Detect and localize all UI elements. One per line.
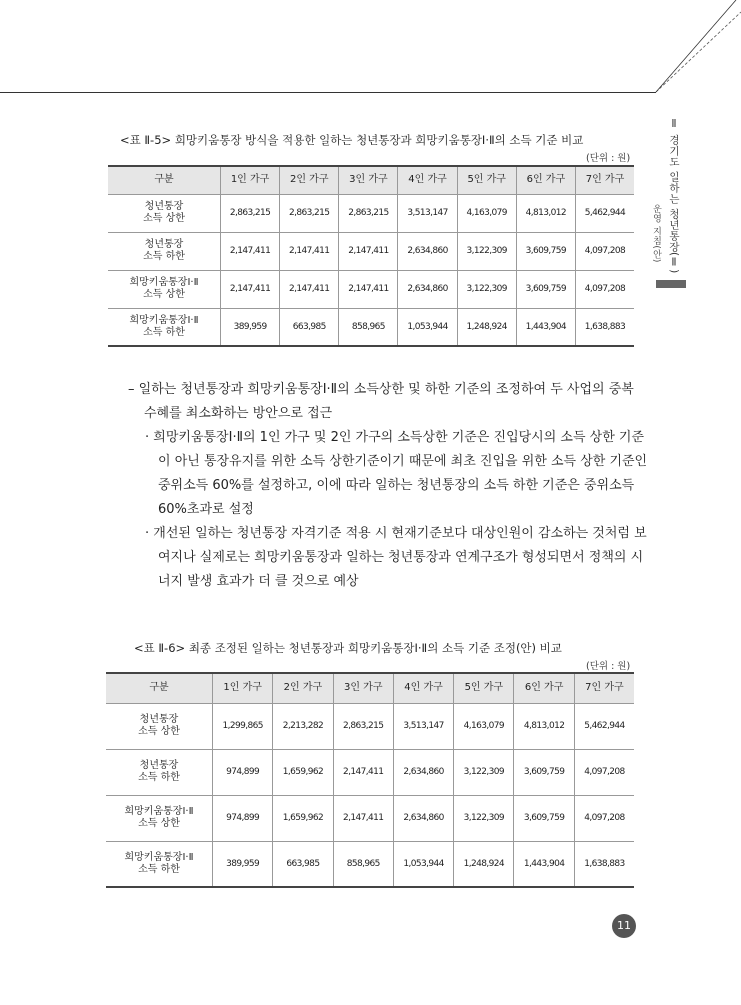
value-cell: 2,147,411: [339, 232, 398, 270]
value-cell: 2,863,215: [280, 194, 339, 232]
value-cell: 1,659,962: [273, 795, 333, 841]
value-cell: 5,462,944: [575, 194, 634, 232]
table1: [108, 165, 634, 347]
value-cell: 3,122,309: [457, 270, 516, 308]
table1-header-cell: 3인 가구: [339, 166, 398, 194]
table2-unit: (단위 : 원): [586, 661, 631, 672]
value-cell: 2,147,411: [339, 270, 398, 308]
table2-header-cell: 구분: [106, 673, 213, 703]
side-label-main: Ⅱ 경기도 일하는 청년통장(Ⅱ): [668, 118, 680, 274]
row-label-line2: 소득 상한: [138, 726, 180, 737]
value-cell: 2,147,411: [221, 270, 280, 308]
value-cell: 2,213,282: [273, 703, 333, 749]
value-cell: 3,122,309: [457, 232, 516, 270]
value-cell: 2,147,411: [280, 270, 339, 308]
table1-header-cell: 7인 가구: [575, 166, 634, 194]
value-cell: 1,053,944: [398, 308, 457, 346]
row-label-line1: 청년통장: [139, 714, 179, 725]
body-text: [128, 378, 648, 594]
table2-header-cell: 4인 가구: [393, 673, 453, 703]
value-cell: 663,985: [273, 841, 333, 887]
table1-header-cell: 5인 가구: [457, 166, 516, 194]
row-label: [106, 795, 213, 841]
bullet-dot-paragraph: · 희망키움통장Ⅰ·Ⅱ의 1인 가구 및 2인 가구의 소득상한 기준은 진입당시의 소득 상한 기준이 아닌 통장유지를 위한 소득 상한기준이기 때문에 최초 진입을 위한 소득 상한 기준인 중위소득 60%를 설정하고, 이에 따라 일하는 청년통장의 소득 하한 기준은 중위소득 60%초과로 설정: [145, 430, 648, 517]
value-cell: 1,299,865: [213, 703, 273, 749]
header-rule: [0, 92, 656, 93]
row-label-line2: 소득 상한: [138, 818, 180, 829]
table1-unit: (단위 : 원): [586, 153, 631, 164]
value-cell: 2,634,860: [393, 795, 453, 841]
row-label-line1: 희망키움통장Ⅰ·Ⅱ: [129, 314, 199, 326]
side-label-sub: 운영 지침(안): [651, 204, 661, 263]
value-cell: 974,899: [213, 749, 273, 795]
row-label-line1: 희망키움통장Ⅰ·Ⅱ: [124, 806, 194, 817]
value-cell: 4,813,012: [516, 194, 575, 232]
value-cell: 2,634,860: [398, 232, 457, 270]
row-label: [106, 703, 213, 749]
value-cell: 1,053,944: [393, 841, 453, 887]
row-label-line1: 청년통장: [144, 201, 184, 212]
table2-header-row: [106, 673, 634, 703]
page-number-badge: 11: [612, 914, 636, 938]
value-cell: 3,513,147: [398, 194, 457, 232]
value-cell: 3,609,759: [514, 795, 574, 841]
row-label: [108, 308, 221, 346]
row-label-line1: 희망키움통장Ⅰ·Ⅱ: [124, 851, 194, 863]
table1-caption: <표 Ⅱ-5> 희망키움통장 방식을 적용한 일하는 청년통장과 희망키움통장Ⅰ·Ⅱ의 소득 기준 비교: [120, 133, 584, 147]
table-row: [106, 795, 634, 841]
value-cell: 3,122,309: [454, 749, 514, 795]
table1-header-cell: 4인 가구: [398, 166, 457, 194]
value-cell: 1,248,924: [457, 308, 516, 346]
side-marker-bar: [656, 280, 686, 288]
value-cell: 4,097,208: [574, 795, 634, 841]
value-cell: 3,609,759: [516, 232, 575, 270]
table-row: [106, 841, 634, 887]
row-label: [106, 749, 213, 795]
page-fold-decoration: [0, 0, 741, 100]
table-row: [106, 703, 634, 749]
row-label-line2: 소득 상한: [143, 213, 185, 224]
table2-caption: <표 Ⅱ-6> 최종 조정된 일하는 청년통장과 희망키움통장Ⅰ·Ⅱ의 소득 기준 조정(안) 비교: [134, 641, 562, 655]
value-cell: 2,634,860: [393, 749, 453, 795]
row-label-line2: 소득 하한: [138, 772, 180, 783]
value-cell: 974,899: [213, 795, 273, 841]
value-cell: 2,147,411: [333, 795, 393, 841]
value-cell: 3,609,759: [516, 270, 575, 308]
table-row: [108, 270, 634, 308]
table2-header-cell: 7인 가구: [574, 673, 634, 703]
value-cell: 4,097,208: [574, 749, 634, 795]
value-cell: 858,965: [333, 841, 393, 887]
row-label-line2: 소득 하한: [143, 326, 185, 338]
side-chapter-label: [651, 118, 688, 278]
row-label: [108, 232, 221, 270]
row-label-line2: 소득 상한: [143, 289, 185, 300]
value-cell: 2,147,411: [280, 232, 339, 270]
value-cell: 1,443,904: [516, 308, 575, 346]
table-row: [106, 749, 634, 795]
value-cell: 3,122,309: [454, 795, 514, 841]
value-cell: 2,863,215: [339, 194, 398, 232]
value-cell: 2,863,215: [221, 194, 280, 232]
table1-header-cell: 6인 가구: [516, 166, 575, 194]
row-label-line2: 소득 하한: [143, 251, 185, 262]
table2-header-cell: 1인 가구: [213, 673, 273, 703]
table2-header-cell: 5인 가구: [454, 673, 514, 703]
table2-header-cell: 6인 가구: [514, 673, 574, 703]
table-row: [108, 232, 634, 270]
row-label: [108, 194, 221, 232]
value-cell: 3,513,147: [393, 703, 453, 749]
table1-header-cell: 구분: [108, 166, 221, 194]
bullet-dash-paragraph: – 일하는 청년통장과 희망키움통장Ⅰ·Ⅱ의 소득상한 및 하한 기준의 조정하여 두 사업의 중복 수혜를 최소화하는 방안으로 접근: [128, 382, 634, 421]
table1-header-row: [108, 166, 634, 194]
value-cell: 2,147,411: [333, 749, 393, 795]
value-cell: 4,163,079: [454, 703, 514, 749]
value-cell: 4,163,079: [457, 194, 516, 232]
value-cell: 4,813,012: [514, 703, 574, 749]
value-cell: 389,959: [213, 841, 273, 887]
table-row: [108, 194, 634, 232]
value-cell: 389,959: [221, 308, 280, 346]
table1-header-cell: 2인 가구: [280, 166, 339, 194]
bullet-dot-paragraph: · 개선된 일하는 청년통장 자격기준 적용 시 현재기준보다 대상인원이 감소하는 것처럼 보여지나 실제로는 희망키움통장과 일하는 청년통장과 연계구조가 형성되면서 정책의 시너지 발생 효과가 더 클 것으로 예상: [145, 526, 647, 589]
value-cell: 1,638,883: [575, 308, 634, 346]
value-cell: 1,443,904: [514, 841, 574, 887]
row-label: [108, 270, 221, 308]
value-cell: 4,097,208: [575, 270, 634, 308]
row-label-line1: 청년통장: [144, 239, 184, 250]
value-cell: 3,609,759: [514, 749, 574, 795]
value-cell: 1,638,883: [574, 841, 634, 887]
table1-header-cell: 1인 가구: [221, 166, 280, 194]
value-cell: 663,985: [280, 308, 339, 346]
value-cell: 2,634,860: [398, 270, 457, 308]
value-cell: 1,659,962: [273, 749, 333, 795]
value-cell: 2,147,411: [221, 232, 280, 270]
row-label-line1: 희망키움통장Ⅰ·Ⅱ: [129, 277, 199, 288]
value-cell: 1,248,924: [454, 841, 514, 887]
value-cell: 5,462,944: [574, 703, 634, 749]
table2-header-cell: 3인 가구: [333, 673, 393, 703]
value-cell: 2,863,215: [333, 703, 393, 749]
value-cell: 858,965: [339, 308, 398, 346]
row-label-line1: 청년통장: [139, 760, 179, 771]
table2: [106, 672, 634, 888]
table-row: [108, 308, 634, 346]
row-label: [106, 841, 213, 887]
value-cell: 4,097,208: [575, 232, 634, 270]
row-label-line2: 소득 하한: [138, 863, 180, 875]
table2-header-cell: 2인 가구: [273, 673, 333, 703]
